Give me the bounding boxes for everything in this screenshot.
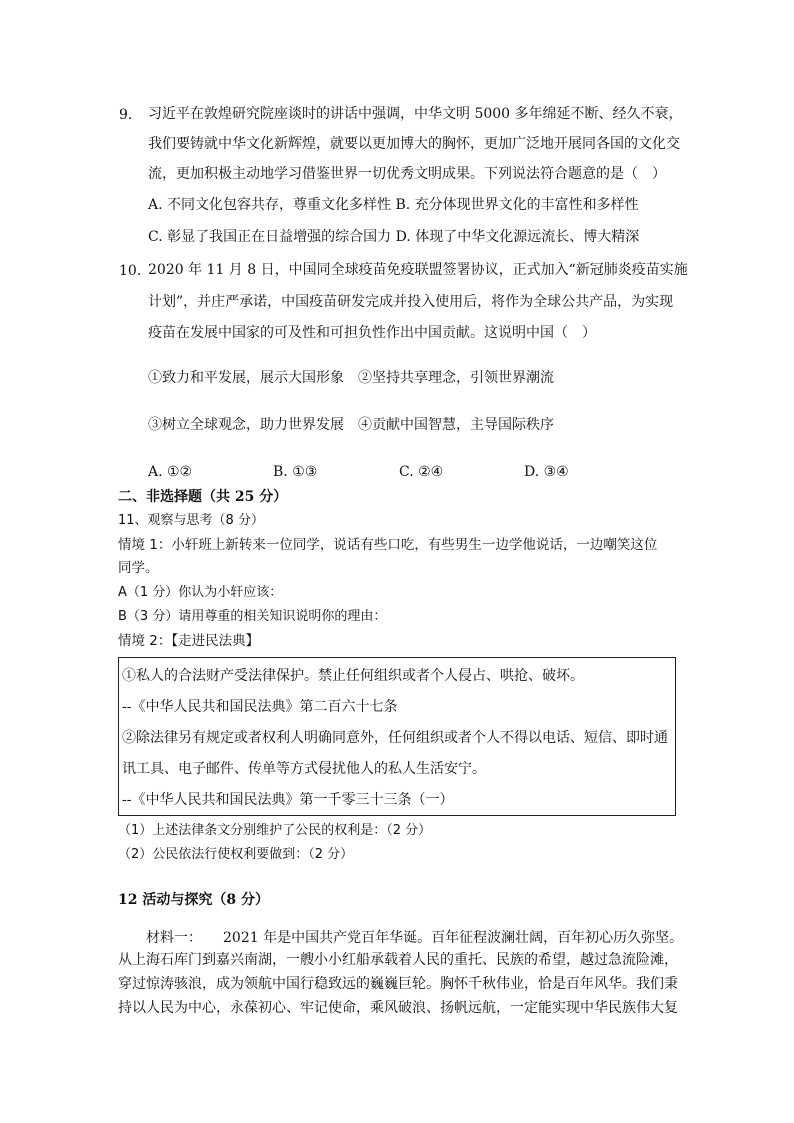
section-heading: 二、非选择题（共 25 分） xyxy=(118,489,288,505)
q12-title: 12 活动与探究（8 分） xyxy=(118,892,269,908)
q10-line-3: 疫苗在发展中国家的可及性和可担负性作出中国贡献。这说明中国（ ） xyxy=(148,325,596,341)
q10-option-b: B. ①③ xyxy=(273,464,318,480)
q10-option-a: A. ①② xyxy=(148,464,193,480)
q11-scene1-line2: 同学。 xyxy=(118,560,159,576)
q9-number: 9. xyxy=(119,107,133,123)
q11-scene2: 情境 2：【走进民法典】 xyxy=(118,633,260,649)
q12-line-4: 持以人民为中心，永葆初心、牢记使命，乘风破浪、扬帆远航，一定能实现中华民族伟大复 xyxy=(118,1000,678,1016)
q9-line-3: 流，更加积极主动地学习借鉴世界一切优秀文明成果。下列说法符合题意的是（ ） xyxy=(148,166,666,182)
q9-options-cd: C. 彰显了我国正在日益增强的综合国力 D. 体现了中华文化源远流长、博大精深 xyxy=(148,229,640,245)
q12-line-1: 材料一： 2021 年是中国共产党百年华诞。百年征程波澜壮阔，百年初心历久弥坚。 xyxy=(146,930,684,946)
q11-sub-2: （2）公民依法行使权利要做到：（2 分） xyxy=(118,847,354,862)
box-article-1: ①私人的合法财产受法律保护。禁止任何组织或者个人侵占、哄抢、破坏。 xyxy=(122,668,584,684)
q9-line-1: 习近平在敦煌研究院座谈时的讲话中强调，中华文明 5000 多年绵延不断、经久不衰， xyxy=(148,106,683,122)
box-article-2-line2: 讯工具、电子邮件、传单等方式侵扰他人的私人生活安宁。 xyxy=(122,761,486,777)
q10-line-1: 2020 年 11 月 8 日，中国同全球疫苗免疫联盟签署协议，正式加入“新冠肺炎疫苗实施 xyxy=(148,262,688,278)
q12-line-2: 从上海石库门到嘉兴南湖，一艘小小红船承载着人民的重托、民族的希望，越过急流险滩， xyxy=(118,952,678,968)
q10-option-c: C. ②④ xyxy=(399,464,444,480)
q11-part-a: A（1 分）你认为小轩应该： xyxy=(118,585,283,600)
box-source-1: --《中华人民共和国民法典》第二百六十七条 xyxy=(122,699,398,715)
q11-part-b: B（3 分）请用尊重的相关知识说明你的理由： xyxy=(118,609,387,624)
q10-option-d: D. ③④ xyxy=(524,464,569,480)
q9-line-2: 我们要铸就中华文化新辉煌，就要以更加博大的胸怀，更加广泛地开展同各国的文化交 xyxy=(148,136,680,152)
q10-statement-1: ①致力和平发展，展示大国形象 ②坚持共享理念，引领世界潮流 xyxy=(148,370,554,386)
q10-number: 10. xyxy=(119,263,142,279)
q9-options-ab: A. 不同文化包容共存，尊重文化多样性 B. 充分体现世界文化的丰富性和多样性 xyxy=(148,197,639,213)
q12-line-3: 穿过惊涛骇浪，成为领航中国行稳致远的巍巍巨轮。胸怀千秋伟业，恰是百年风华。我们秉 xyxy=(118,976,678,992)
q11-title: 11、观察与思考（8 分） xyxy=(118,513,264,528)
q10-statement-2: ③树立全球观念，助力世界发展 ④贡献中国智慧，主导国际秩序 xyxy=(148,417,554,433)
civil-code-box xyxy=(118,657,676,816)
box-source-2: --《中华人民共和国民法典》第一千零三十三条（一） xyxy=(122,792,454,808)
q10-line-2: 计划”，并庄严承诺，中国疫苗研发完成并投入使用后，将作为全球公共产品，为实现 xyxy=(148,294,674,310)
q11-sub-1: （1）上述法律条文分别维护了公民的权利是：（2 分） xyxy=(118,823,432,838)
q11-scene1-line1: 情境 1：小轩班上新转来一位同学，说话有些口吃，有些男生一边学他说话，一边嘲笑这位 xyxy=(118,537,658,553)
box-article-2-line1: ②除法律另有规定或者权利人明确同意外，任何组织或者个人不得以电话、短信、即时通 xyxy=(122,730,668,746)
